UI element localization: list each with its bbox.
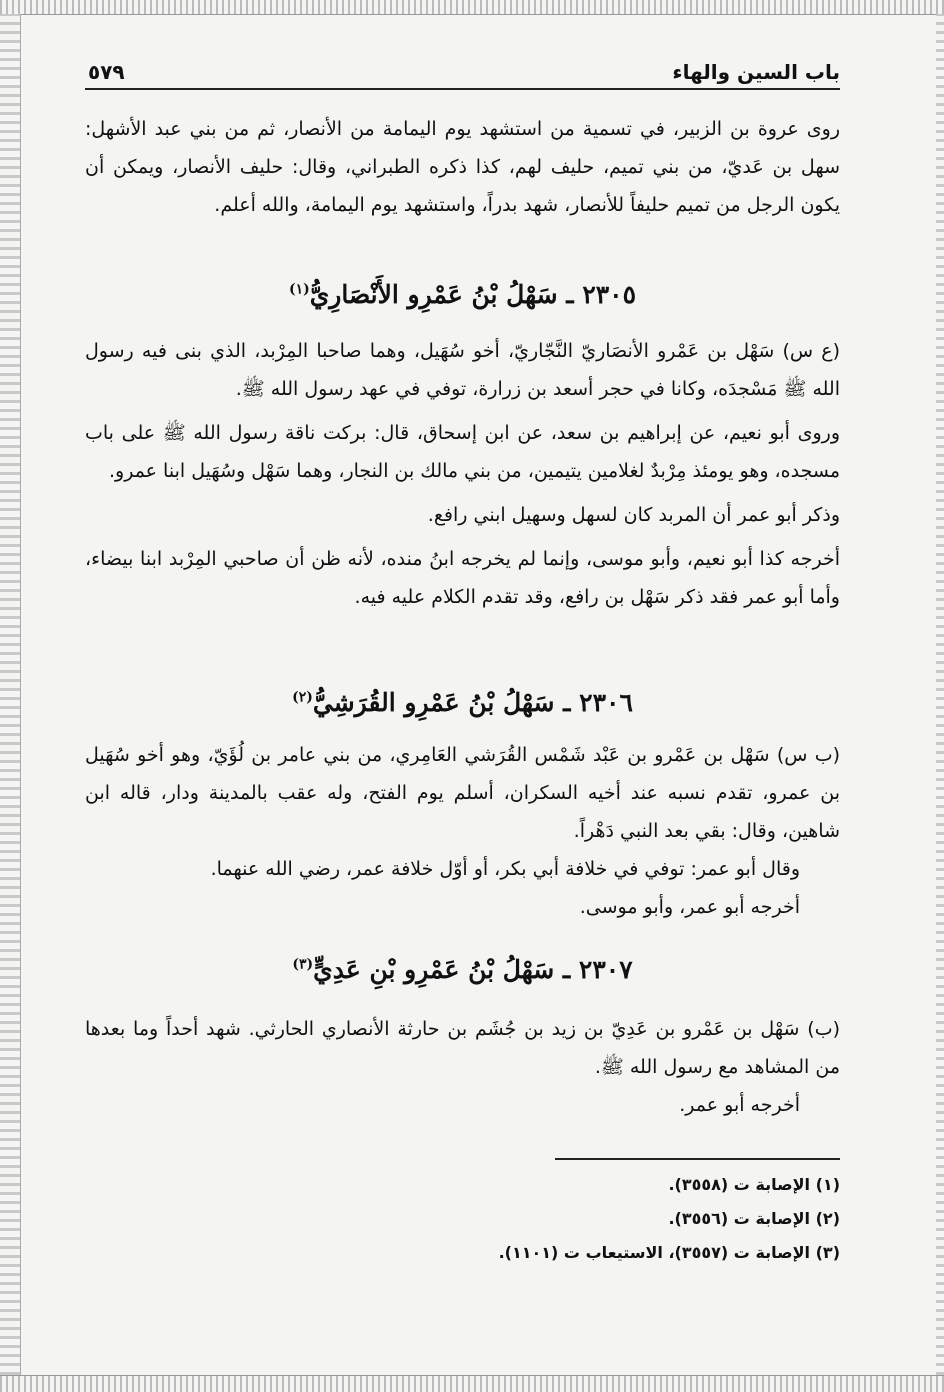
paragraph: (ب) سَهْل بن عَمْرو بن عَدِيّ بن زيد بن جُشَم بن حارثة الأنصاري الحارثي. شهد أحداً وما بعدها من المشاهد مع رسول الله ﷺ. xyxy=(85,1018,840,1078)
header-rule xyxy=(85,88,840,90)
footnote-rule xyxy=(555,1158,840,1160)
footnote-ref: (٢) xyxy=(292,689,313,706)
paragraph: وروى أبو نعيم، عن إبراهيم بن سعد، عن ابن إسحاق، قال: بركت ناقة رسول الله ﷺ على باب مسجده، وهو يومئذ مِرْبدٌ لغلامين يتيمين، من بني مالك بن النجار، وهما سَهْل وسُهَيل ابنا عمرو. xyxy=(85,422,840,482)
page-border-left xyxy=(0,14,21,1375)
footnote: (١) الإصابة ت (٣٥٥٨). xyxy=(668,1175,840,1194)
entry-title-2306 xyxy=(85,688,840,717)
entry-body-2307 xyxy=(85,1010,840,1124)
paragraph: (ب س) سَهْل بن عَمْرو بن عَبْد شَمْس القُرَشي العَامِري، من بني عامر بن لُؤَيّ، وهو أخو سُهَيل بن عمرو، تقدم نسبه عند أخيه السكران، أسلم يوم الفتح، وله عقب بالمدينة ودار، قاله ابن شاهين، وقال: بقي بعد النبي دَهْراً. xyxy=(85,744,840,842)
chapter-title: باب السين والهاء xyxy=(672,60,840,84)
intro-paragraph xyxy=(85,110,840,224)
footnote: (٣) الإصابة ت (٣٥٥٧)، الاستيعاب ت (١١٠١). xyxy=(498,1243,840,1262)
entry-title-text: ٢٣٠٦ ـ سَهْلُ بْنُ عَمْرِو القُرَشِيُّ xyxy=(312,688,633,717)
entry-body-2306 xyxy=(85,736,840,926)
paragraph: أخرجه كذا أبو نعيم، وأبو موسى، وإنما لم يخرجه ابنُ منده، لأنه ظن أن صاحبي المِرْبد ابنا بيضاء، وأما أبو عمر فقد ذكر سَهْل بن رافع، وقد تقدم الكلام عليه فيه. xyxy=(85,548,840,608)
paragraph: أخرجه أبو عمر. xyxy=(679,1094,800,1116)
page-border-bottom xyxy=(0,1375,944,1392)
paragraph: روى عروة بن الزبير، في تسمية من استشهد يوم اليمامة من الأنصار، ثم من بني عبد الأشهل: سهل بن عَديّ، من بني تميم، حليف لهم، كذا ذكره الطبراني، وقال: حليف الأنصار، ويمكن أن يكون الرجل من تميم حليفاً للأنصار، شهد بدراً، واستشهد يوم اليمامة، والله أعلم. xyxy=(85,118,840,216)
page-border-top xyxy=(0,0,944,15)
page-number: ٥٧٩ xyxy=(88,60,125,84)
page-border-right xyxy=(936,14,944,1375)
footnote: (٢) الإصابة ت (٣٥٥٦). xyxy=(668,1209,840,1228)
entry-title-text: ٢٣٠٧ ـ سَهْلُ بْنُ عَمْرِو بْنِ عَدِيٍّ xyxy=(313,955,633,984)
entry-title-text: ٢٣٠٥ ـ سَهْلُ بْنُ عَمْرِو الأَنْصَارِيُّ xyxy=(309,280,637,309)
paragraph: (ع س) سَهْل بن عَمْرو الأنصَاريّ النَّجّاريّ، أخو سُهَيل، وهما صاحبا المِرْبد، الذي بنى فيه رسول الله ﷺ مَسْجدَه، وكانا في حجر أسعد بن زرارة، توفي في عهد رسول الله ﷺ. xyxy=(85,340,840,400)
paragraph: وقال أبو عمر: توفي في خلافة أبي بكر، أو أوّل خلافة عمر، رضي الله عنهما. xyxy=(210,858,800,880)
footnotes xyxy=(85,1168,840,1270)
entry-body-2305 xyxy=(85,332,840,616)
paragraph: وذكر أبو عمر أن المربد كان لسهل وسهيل ابني رافع. xyxy=(427,504,840,526)
entry-title-2305 xyxy=(85,280,840,309)
entry-title-2307 xyxy=(85,955,840,984)
paragraph: أخرجه أبو عمر، وأبو موسى. xyxy=(579,896,800,918)
footnote-ref: (٣) xyxy=(292,956,314,973)
footnote-ref: (١) xyxy=(288,281,310,298)
